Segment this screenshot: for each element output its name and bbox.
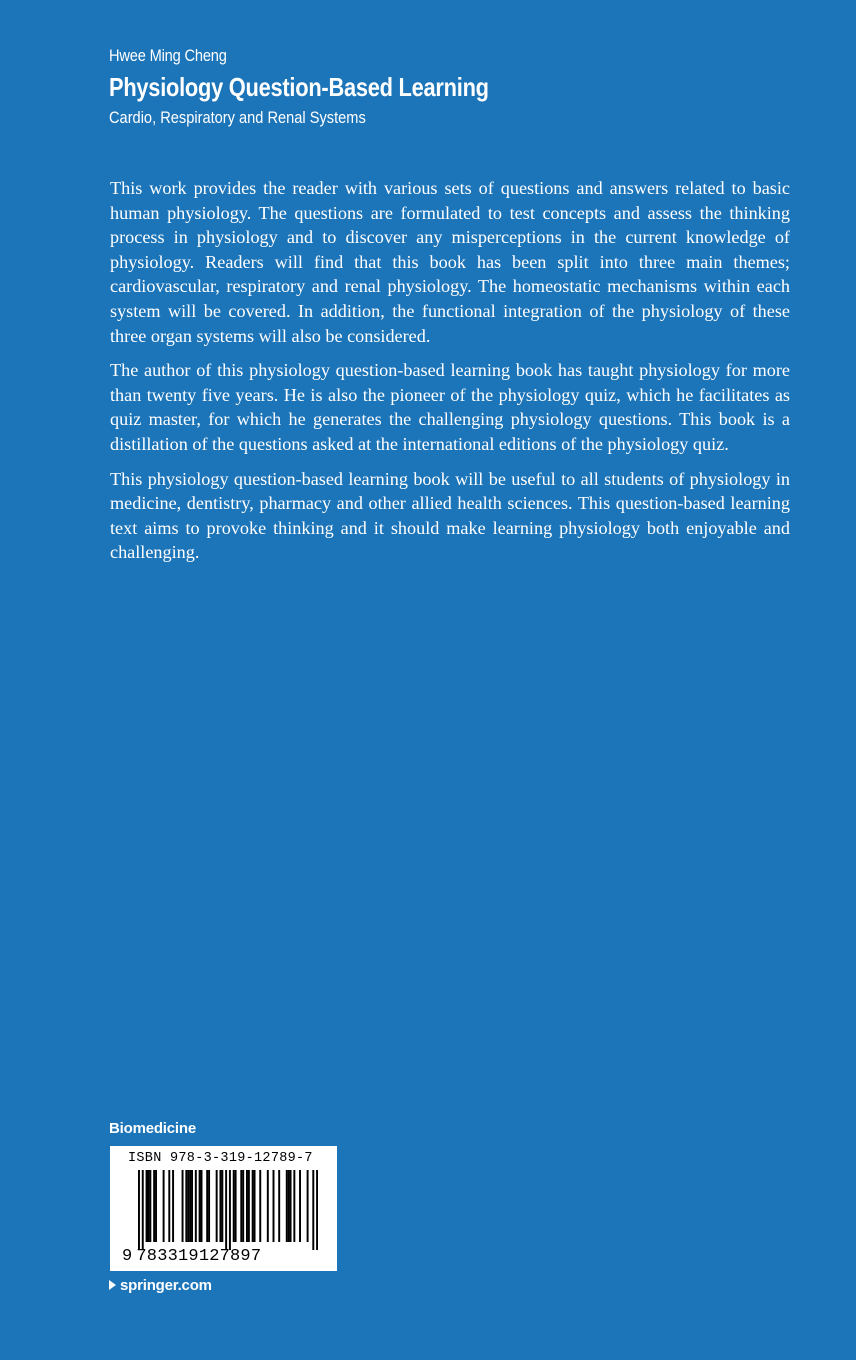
barcode-bar: [267, 1170, 269, 1242]
series-name: Biomedicine: [109, 1120, 196, 1137]
description-paragraph-3: This physiology question-based learning book will be useful to all students of physiology in medicine, dentistry, pharmacy and other allied health sciences. This question-based learning text aims to provoke thinking and it should make learning physiology both enjoyable and challenging.: [110, 468, 790, 563]
barcode-bar: [201, 1170, 203, 1242]
barcode-bar: [299, 1170, 301, 1242]
barcode-bar: [312, 1170, 314, 1250]
barcode-bar: [273, 1170, 275, 1242]
barcode-bar: [252, 1170, 254, 1242]
barcode-bar: [191, 1170, 193, 1242]
book-subtitle: Cardio, Respiratory and Renal Systems: [109, 108, 366, 127]
description-paragraph-1: This work provides the reader with various sets of questions and answers related to basic human physiology. The questions are formulated to test concepts and assess the thinking process in physiology and to discover any misperceptions in the current knowledge of physiology. Readers will find that this book has been split into three main themes; cardiovascular, respiratory and renal physiology. The homeostatic mechanisms within each system will be covered. In addition, the functional integration of the physiology of these three organ systems will also be considered.: [110, 178, 790, 346]
barcode-bar: [168, 1170, 170, 1242]
barcode-bar: [240, 1170, 242, 1242]
barcode-bar: [185, 1170, 187, 1242]
barcode-bar: [246, 1170, 248, 1242]
barcode-bar: [219, 1170, 221, 1242]
barcode-bar: [307, 1170, 309, 1242]
barcode-bar: [216, 1170, 218, 1242]
barcode-bar: [182, 1170, 184, 1242]
website-text: springer.com: [120, 1277, 212, 1294]
ean-digits: [122, 1247, 261, 1266]
barcode-bar: [146, 1170, 148, 1242]
barcode-bar: [163, 1170, 165, 1242]
barcode-bar: [138, 1170, 140, 1250]
barcode-bar: [221, 1170, 223, 1242]
barcode-bar: [142, 1170, 144, 1250]
barcode-bar: [149, 1170, 151, 1242]
ean-first-digit: 9: [122, 1247, 133, 1266]
isbn-barcode: [110, 1146, 337, 1271]
book-title: Physiology Question-Based Learning: [109, 72, 489, 102]
barcode-bar: [259, 1170, 261, 1242]
barcode-bar: [242, 1170, 244, 1242]
barcode-bar: [225, 1170, 227, 1250]
description-paragraph-2: The author of this physiology question-based learning book has taught physiology for more than twenty five years. He is also the pioneer of the physiology quiz, which he facilitates as quiz master, for which he generates the challenging physiology questions. This book is a distillation of the questions asked at the international editions of the physiology quiz.: [110, 360, 790, 454]
barcode-bar: [189, 1170, 191, 1242]
barcode-bar: [248, 1170, 250, 1242]
barcode-bars: [138, 1170, 318, 1250]
barcode-bar: [199, 1170, 201, 1242]
barcode-bar: [208, 1170, 210, 1242]
barcode-bar: [278, 1170, 280, 1242]
arrow-right-icon: [109, 1280, 116, 1290]
barcode-bar: [206, 1170, 208, 1242]
barcode-bar: [147, 1170, 149, 1242]
barcode-bar: [290, 1170, 292, 1242]
barcode-bar: [172, 1170, 174, 1242]
barcode-bar: [155, 1170, 157, 1242]
barcode-bar: [254, 1170, 256, 1242]
barcode-bar: [293, 1170, 295, 1242]
ean-left-digits: 783319: [136, 1247, 199, 1266]
barcode-bar: [153, 1170, 155, 1242]
ean-right-digits: 127897: [198, 1247, 262, 1266]
barcode-bar: [288, 1170, 290, 1242]
barcode-bar: [187, 1170, 189, 1242]
book-description: [110, 176, 790, 575]
barcode-bar: [235, 1170, 237, 1242]
barcode-bar: [316, 1170, 318, 1250]
barcode-bar: [229, 1170, 231, 1250]
author-name: Hwee Ming Cheng: [109, 46, 227, 65]
barcode-bar: [233, 1170, 235, 1242]
barcode-bar: [195, 1170, 197, 1242]
publisher-website[interactable]: [109, 1277, 212, 1294]
barcode-bar: [286, 1170, 288, 1242]
isbn-label: ISBN 978-3-319-12789-7: [128, 1151, 313, 1166]
